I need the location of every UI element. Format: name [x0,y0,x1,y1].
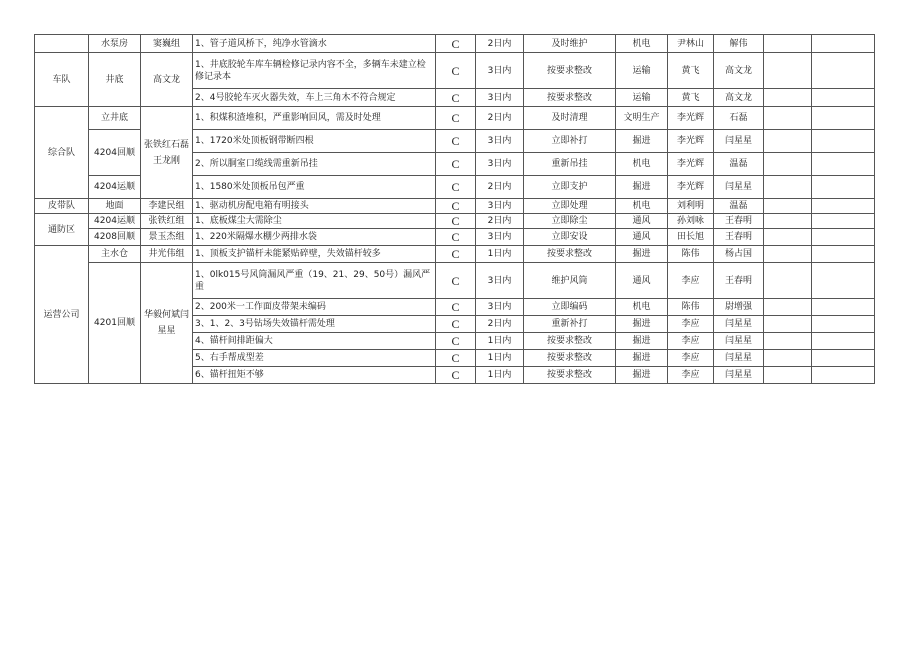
deadline-cell: 3日内 [476,53,524,89]
extra-cell [812,176,875,199]
responsible-cell: 李光辉 [668,130,714,153]
deadline-cell: 2日内 [476,176,524,199]
location-cell: 立井底 [89,107,141,130]
table-row [35,214,875,229]
inspection-issues-table [34,34,875,384]
category-cell: 机电 [616,199,668,214]
extra-cell [812,53,875,89]
deadline-cell: 3日内 [476,153,524,176]
unit-cell: 车队 [35,53,89,107]
action-cell: 立即编码 [524,299,616,316]
category-cell: 掘进 [616,350,668,367]
category-cell: 掘进 [616,176,668,199]
supervisor-cell: 王春明 [714,263,764,299]
extra-cell [764,89,812,107]
action-cell: 立即补打 [524,130,616,153]
supervisor-cell: 闫星星 [714,130,764,153]
extra-cell [764,153,812,176]
description-cell: 1、220米隔爆水棚少两排水袋 [193,229,436,246]
deadline-cell: 2日内 [476,107,524,130]
deadline-cell: 3日内 [476,263,524,299]
grade-cell: C [436,199,476,214]
inspector-cell: 窦巍组 [141,35,193,53]
action-cell: 立即安设 [524,229,616,246]
responsible-cell: 李光辉 [668,107,714,130]
action-cell: 按要求整改 [524,246,616,263]
extra-cell [764,350,812,367]
extra-cell [764,176,812,199]
description-cell: 1、管子道风桥下，纯净水管滴水 [193,35,436,53]
table-row [35,229,875,246]
grade-cell: C [436,350,476,367]
description-cell: 1、1720米处顶板钢带断四根 [193,130,436,153]
category-cell: 机电 [616,35,668,53]
responsible-cell: 田长旭 [668,229,714,246]
grade-cell: C [436,153,476,176]
responsible-cell: 李应 [668,263,714,299]
table-row [35,263,875,299]
extra-cell [812,333,875,350]
category-cell: 通风 [616,214,668,229]
location-cell: 4201回顺 [89,263,141,384]
table-row [35,199,875,214]
action-cell: 及时维护 [524,35,616,53]
deadline-cell: 2日内 [476,35,524,53]
extra-cell [812,107,875,130]
responsible-cell: 尹林山 [668,35,714,53]
category-cell: 机电 [616,299,668,316]
responsible-cell: 李应 [668,333,714,350]
grade-cell: C [436,246,476,263]
inspector-cell: 井光伟组 [141,246,193,263]
category-cell: 掘进 [616,130,668,153]
category-cell: 运输 [616,53,668,89]
extra-cell [812,130,875,153]
unit-cell: 综合队 [35,107,89,199]
responsible-cell: 黄飞 [668,53,714,89]
deadline-cell: 2日内 [476,214,524,229]
responsible-cell: 李应 [668,316,714,333]
location-cell: 水泵房 [89,35,141,53]
action-cell: 立即支护 [524,176,616,199]
inspector-cell: 张铁红组 [141,214,193,229]
location-cell: 4204回顺 [89,130,141,176]
location-cell: 地面 [89,199,141,214]
description-cell: 4、锚杆间排距偏大 [193,333,436,350]
deadline-cell: 1日内 [476,367,524,384]
description-cell: 1、积煤积渣堆积，严重影响回风，需及时处理 [193,107,436,130]
unit-cell: 运营公司 [35,246,89,384]
category-cell: 运输 [616,89,668,107]
category-cell: 掘进 [616,246,668,263]
extra-cell [812,229,875,246]
unit-cell [35,35,89,53]
deadline-cell: 3日内 [476,89,524,107]
grade-cell: C [436,53,476,89]
grade-cell: C [436,130,476,153]
grade-cell: C [436,107,476,130]
extra-cell [812,35,875,53]
category-cell: 机电 [616,153,668,176]
supervisor-cell: 尉增强 [714,299,764,316]
grade-cell: C [436,367,476,384]
location-cell: 主水仓 [89,246,141,263]
action-cell: 按要求整改 [524,53,616,89]
responsible-cell: 李光辉 [668,153,714,176]
inspector-cell: 李建民组 [141,199,193,214]
category-cell: 通风 [616,263,668,299]
extra-cell [764,333,812,350]
grade-cell: C [436,176,476,199]
inspector-cell: 高文龙 [141,53,193,107]
extra-cell [764,35,812,53]
deadline-cell: 2日内 [476,316,524,333]
responsible-cell: 陈伟 [668,299,714,316]
supervisor-cell: 高文龙 [714,89,764,107]
grade-cell: C [436,333,476,350]
action-cell: 维护风筒 [524,263,616,299]
grade-cell: C [436,299,476,316]
category-cell: 文明生产 [616,107,668,130]
responsible-cell: 李应 [668,350,714,367]
description-cell: 1、驱动机房配电箱有明接头 [193,199,436,214]
extra-cell [764,130,812,153]
extra-cell [812,89,875,107]
action-cell: 按要求整改 [524,350,616,367]
category-cell: 通风 [616,229,668,246]
deadline-cell: 3日内 [476,299,524,316]
supervisor-cell: 温磊 [714,199,764,214]
inspector-cell: 景玉杰组 [141,229,193,246]
supervisor-cell: 杨占国 [714,246,764,263]
action-cell: 按要求整改 [524,89,616,107]
extra-cell [812,246,875,263]
extra-cell [812,299,875,316]
unit-cell: 通防区 [35,214,89,246]
supervisor-cell: 王春明 [714,229,764,246]
description-cell: 1、0lk015号风筒漏风严重（19、21、29、50号）漏风严重 [193,263,436,299]
grade-cell: C [436,214,476,229]
extra-cell [812,153,875,176]
inspector-cell: 华毅何斌闫星星 [141,263,193,384]
grade-cell: C [436,89,476,107]
description-cell: 1、井底胶轮车库车辆检修记录内容不全，多辆车未建立检修记录本 [193,53,436,89]
deadline-cell: 3日内 [476,229,524,246]
location-cell: 4204运顺 [89,214,141,229]
deadline-cell: 1日内 [476,350,524,367]
location-cell: 4208回顺 [89,229,141,246]
supervisor-cell: 王春明 [714,214,764,229]
responsible-cell: 李应 [668,367,714,384]
supervisor-cell: 石磊 [714,107,764,130]
extra-cell [812,199,875,214]
supervisor-cell: 闫星星 [714,350,764,367]
action-cell: 立即处理 [524,199,616,214]
supervisor-cell: 闫星星 [714,316,764,333]
table-row [35,53,875,89]
responsible-cell: 孙刘咏 [668,214,714,229]
action-cell: 重新补打 [524,316,616,333]
grade-cell: C [436,316,476,333]
action-cell: 按要求整改 [524,367,616,384]
category-cell: 掘进 [616,367,668,384]
description-cell: 5、右手帮成型差 [193,350,436,367]
extra-cell [764,367,812,384]
table-row [35,35,875,53]
extra-cell [812,316,875,333]
supervisor-cell: 闫星星 [714,333,764,350]
table-row [35,107,875,130]
description-cell: 3、1、2、3号钻场失效锚杆需处理 [193,316,436,333]
description-cell: 1、1580米处顶板吊包严重 [193,176,436,199]
responsible-cell: 陈伟 [668,246,714,263]
responsible-cell: 刘利明 [668,199,714,214]
supervisor-cell: 温磊 [714,153,764,176]
description-cell: 2、200米一工作面皮带架未编码 [193,299,436,316]
action-cell: 重新吊挂 [524,153,616,176]
deadline-cell: 1日内 [476,246,524,263]
extra-cell [764,214,812,229]
description-cell: 1、顶板支护锚杆未能紧贴碎壁，失效锚杆较多 [193,246,436,263]
inspector-cell: 张铁红石磊王龙刚 [141,107,193,199]
deadline-cell: 3日内 [476,130,524,153]
table-row [35,246,875,263]
description-cell: 6、锚杆扭矩不够 [193,367,436,384]
extra-cell [764,246,812,263]
supervisor-cell: 高文龙 [714,53,764,89]
extra-cell [812,214,875,229]
deadline-cell: 1日内 [476,333,524,350]
extra-cell [764,107,812,130]
responsible-cell: 李光辉 [668,176,714,199]
description-cell: 2、所以胴室口缆线需重新吊挂 [193,153,436,176]
extra-cell [764,263,812,299]
grade-cell: C [436,263,476,299]
supervisor-cell: 解伟 [714,35,764,53]
description-cell: 1、底板煤尘大需除尘 [193,214,436,229]
responsible-cell: 黄飞 [668,89,714,107]
supervisor-cell: 闫星星 [714,367,764,384]
description-cell: 2、4号胶轮车灭火器失效，车上三角木不符合规定 [193,89,436,107]
extra-cell [764,316,812,333]
grade-cell: C [436,229,476,246]
extra-cell [764,299,812,316]
supervisor-cell: 闫星星 [714,176,764,199]
extra-cell [812,367,875,384]
action-cell: 立即除尘 [524,214,616,229]
extra-cell [764,199,812,214]
category-cell: 掘进 [616,333,668,350]
action-cell: 按要求整改 [524,333,616,350]
deadline-cell: 3日内 [476,199,524,214]
grade-cell: C [436,35,476,53]
extra-cell [764,229,812,246]
extra-cell [812,263,875,299]
location-cell: 井底 [89,53,141,107]
unit-cell: 皮带队 [35,199,89,214]
category-cell: 掘进 [616,316,668,333]
extra-cell [812,350,875,367]
action-cell: 及时清理 [524,107,616,130]
extra-cell [764,53,812,89]
location-cell: 4204运顺 [89,176,141,199]
